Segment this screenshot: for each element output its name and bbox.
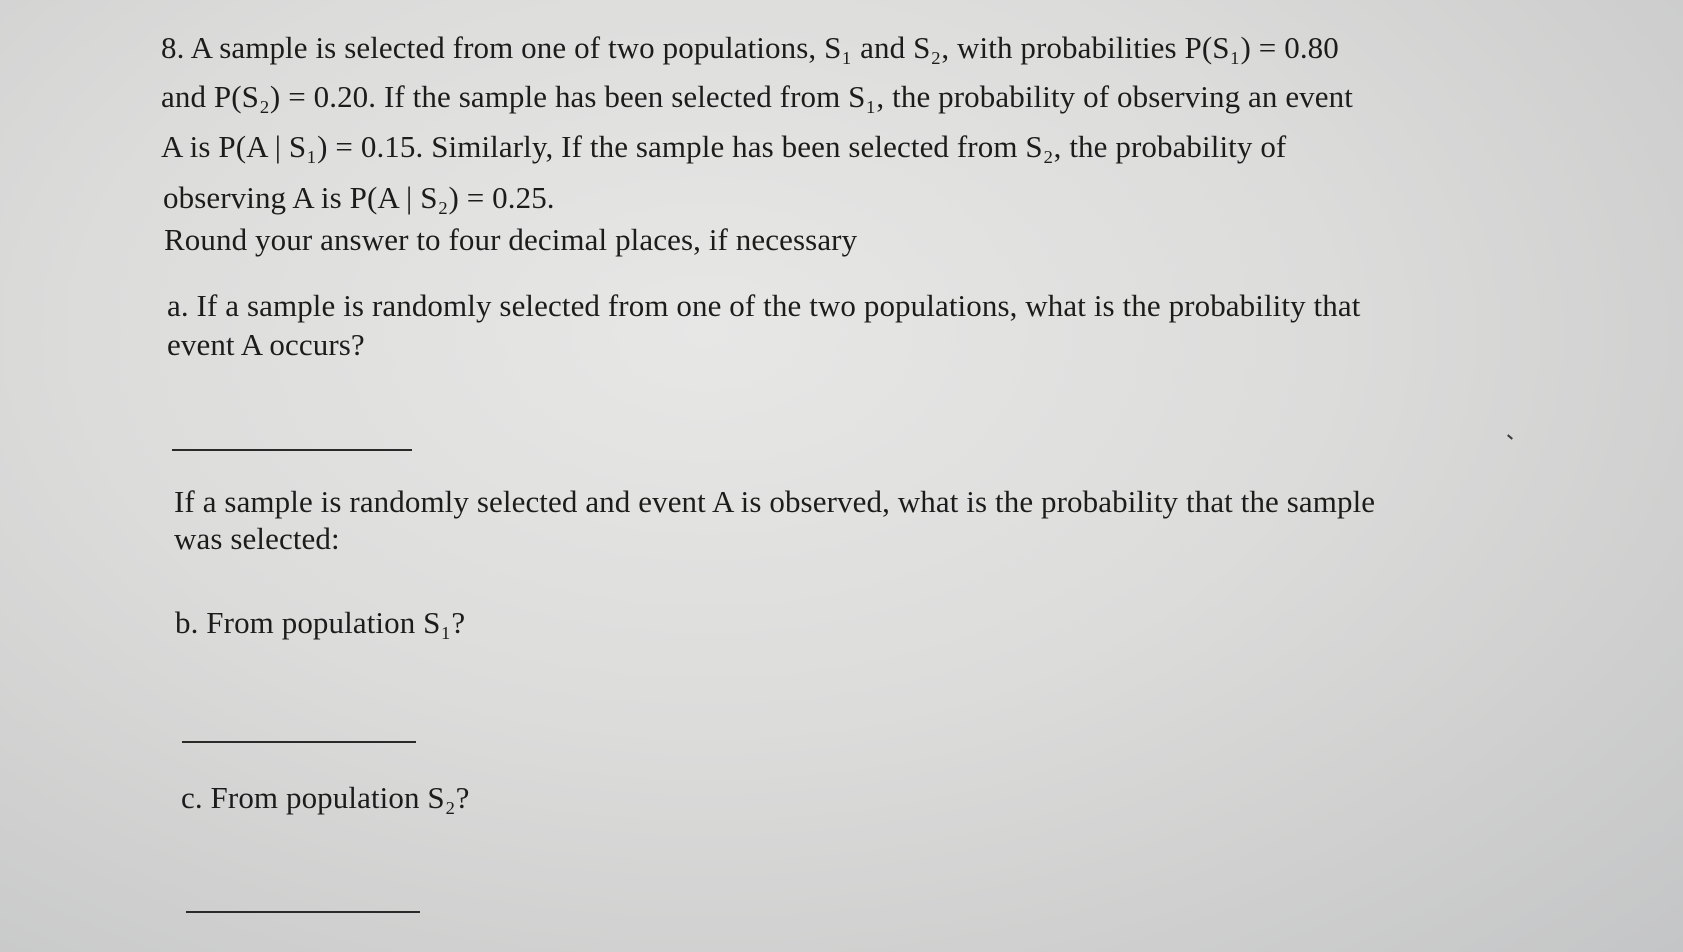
part-a-answer-blank[interactable] [172,449,412,451]
part-c-question: c. From population S₂? [181,780,470,815]
conditional-line-2: was selected: [174,521,340,556]
part-c-answer-blank[interactable] [186,911,420,913]
pen-mark [1507,434,1513,439]
problem-line-1: 8. A sample is selected from one of two populations, S₁ and S₂, with probabilities P(S₁) = 0.80 [161,30,1339,65]
part-b-answer-blank[interactable] [182,741,416,743]
part-a-line-1: a. If a sample is randomly selected from one of the two populations, what is the probability that [167,288,1361,323]
rounding-instruction: Round your answer to four decimal places, if necessary [164,222,858,257]
problem-line-2: and P(S₂) = 0.20. If the sample has been selected from S₁, the probability of observing an event [161,79,1353,114]
problem-line-3: A is P(A | S₁) = 0.15. Similarly, If the sample has been selected from S₂, the probability of [161,129,1287,164]
part-a-line-2: event A occurs? [167,327,365,362]
conditional-line-1: If a sample is randomly selected and event A is observed, what is the probability that the sample [174,484,1376,519]
problem-line-4: observing A is P(A | S₂) = 0.25. [163,180,555,215]
part-b-question: b. From population S₁? [175,605,466,640]
